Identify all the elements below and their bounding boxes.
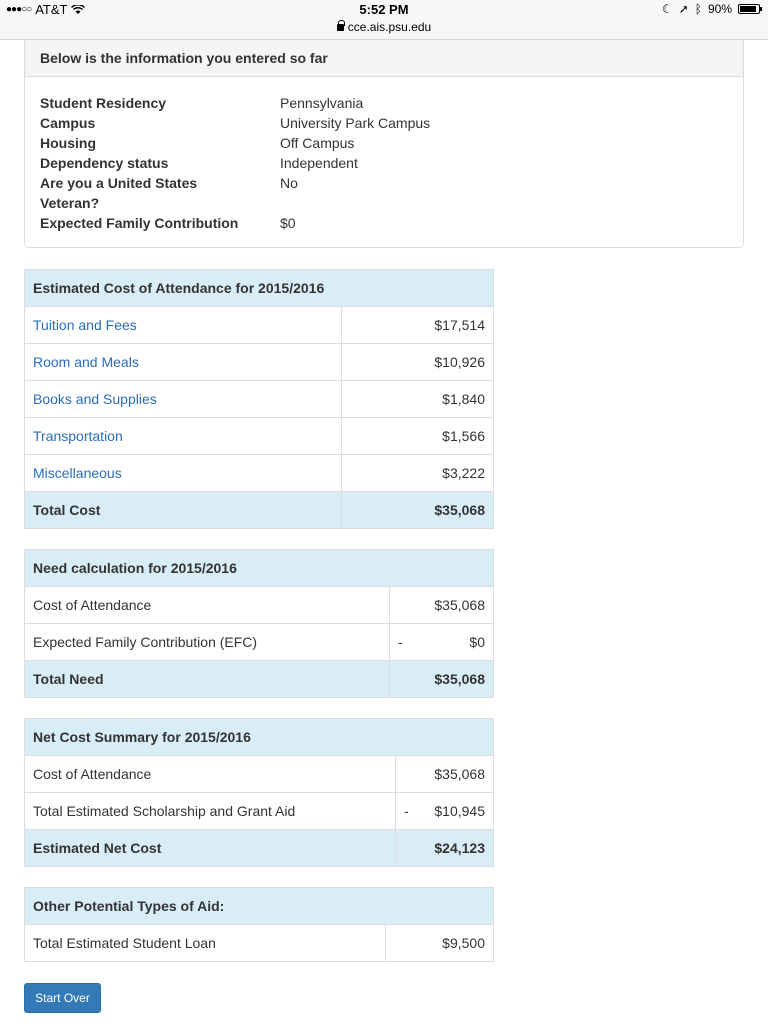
table-row bbox=[25, 381, 494, 418]
url-text: cce.ais.psu.edu bbox=[347, 20, 432, 34]
cost-item-link[interactable]: Transportation bbox=[33, 428, 123, 444]
location-icon: ➚ bbox=[678, 2, 689, 16]
info-label: Housing bbox=[40, 135, 96, 151]
info-label: Student Residency bbox=[40, 95, 167, 111]
carrier-label: AT&T bbox=[35, 2, 68, 17]
info-row bbox=[40, 153, 728, 173]
battery-icon bbox=[738, 4, 760, 14]
battery-level bbox=[740, 6, 756, 12]
row-label: Total Estimated Scholarship and Grant Aid bbox=[25, 793, 396, 830]
row-amount: $35,068 bbox=[411, 587, 494, 624]
row-amount: $35,068 bbox=[417, 756, 494, 793]
row-label: Total Estimated Student Loan bbox=[25, 925, 386, 962]
status-right bbox=[662, 2, 760, 16]
info-label: Campus bbox=[40, 115, 96, 131]
cost-table-title: Estimated Cost of Attendance for 2015/2016 bbox=[25, 270, 494, 307]
table-row bbox=[25, 756, 494, 793]
table-row bbox=[25, 344, 494, 381]
info-value: $0 bbox=[280, 215, 296, 231]
cost-of-attendance-table bbox=[24, 269, 494, 529]
total-row bbox=[25, 661, 494, 698]
info-value: Independent bbox=[280, 155, 358, 171]
row-label: Cost of Attendance bbox=[25, 756, 396, 793]
total-row bbox=[25, 830, 494, 867]
info-value: No bbox=[280, 175, 298, 191]
row-amount: $10,945 bbox=[417, 793, 494, 830]
info-row bbox=[40, 113, 728, 133]
info-panel-heading: Below is the information you entered so far bbox=[25, 40, 743, 77]
bluetooth-icon: ᛒ bbox=[694, 2, 702, 16]
info-row bbox=[40, 93, 728, 113]
status-bar bbox=[0, 0, 768, 40]
row-sign: - bbox=[390, 624, 411, 661]
cost-item-amount: $1,840 bbox=[342, 381, 494, 418]
row-amount: $0 bbox=[411, 624, 494, 661]
need-calculation-table bbox=[24, 549, 494, 698]
info-label: Expected Family Contribution bbox=[40, 215, 239, 231]
address-bar[interactable] bbox=[0, 20, 768, 34]
info-value: Off Campus bbox=[280, 135, 355, 151]
cost-item-cell bbox=[25, 455, 342, 492]
info-row bbox=[40, 173, 728, 193]
other-table-title: Other Potential Types of Aid: bbox=[25, 888, 494, 925]
info-panel-body bbox=[25, 77, 743, 233]
row-amount: $9,500 bbox=[386, 925, 494, 962]
start-over-button[interactable]: Start Over bbox=[24, 983, 101, 1013]
table-row bbox=[25, 793, 494, 830]
cost-item-amount: $10,926 bbox=[342, 344, 494, 381]
info-row bbox=[40, 213, 728, 233]
table-row bbox=[25, 307, 494, 344]
net-table-title: Net Cost Summary for 2015/2016 bbox=[25, 719, 494, 756]
info-label: Veteran? bbox=[40, 195, 100, 211]
info-row bbox=[40, 193, 728, 213]
estimated-net-cost-amount: $24,123 bbox=[396, 830, 494, 867]
row-label: Expected Family Contribution (EFC) bbox=[25, 624, 390, 661]
table-row bbox=[25, 624, 494, 661]
total-cost-amount: $35,068 bbox=[342, 492, 494, 529]
info-value: Pennsylvania bbox=[280, 95, 364, 111]
info-label: Dependency status bbox=[40, 155, 169, 171]
other-aid-table bbox=[24, 887, 494, 962]
table-header-row bbox=[25, 270, 494, 307]
signal-icon: ●●●○○ bbox=[6, 4, 32, 15]
cost-item-cell bbox=[25, 381, 342, 418]
row-sign: - bbox=[396, 793, 417, 830]
cost-item-cell bbox=[25, 418, 342, 455]
total-need-amount: $35,068 bbox=[390, 661, 494, 698]
cost-item-cell bbox=[25, 344, 342, 381]
info-panel bbox=[24, 40, 744, 248]
row-label: Cost of Attendance bbox=[25, 587, 390, 624]
table-header-row bbox=[25, 888, 494, 925]
info-value: University Park Campus bbox=[280, 115, 431, 131]
cost-item-link[interactable]: Books and Supplies bbox=[33, 391, 157, 407]
total-cost-label: Total Cost bbox=[25, 492, 342, 529]
battery-label: 90% bbox=[707, 2, 732, 16]
table-row bbox=[25, 925, 494, 962]
estimated-net-cost-label: Estimated Net Cost bbox=[25, 830, 396, 867]
row-sign bbox=[390, 587, 411, 624]
cost-item-amount: $17,514 bbox=[342, 307, 494, 344]
cost-item-cell bbox=[25, 307, 342, 344]
info-label: Are you a United States bbox=[40, 175, 198, 191]
cost-item-amount: $3,222 bbox=[342, 455, 494, 492]
total-need-label: Total Need bbox=[25, 661, 390, 698]
table-row bbox=[25, 587, 494, 624]
need-table-title: Need calculation for 2015/2016 bbox=[25, 550, 494, 587]
moon-icon: ☾ bbox=[661, 2, 673, 16]
table-header-row bbox=[25, 550, 494, 587]
cost-item-link[interactable]: Miscellaneous bbox=[33, 465, 122, 481]
total-row bbox=[25, 492, 494, 529]
net-cost-summary-table bbox=[24, 718, 494, 867]
clock: 5:52 PM bbox=[359, 2, 409, 17]
table-header-row bbox=[25, 719, 494, 756]
cost-item-link[interactable]: Tuition and Fees bbox=[33, 317, 137, 333]
table-row bbox=[25, 455, 494, 492]
lock-icon bbox=[337, 24, 344, 31]
cost-item-amount: $1,566 bbox=[342, 418, 494, 455]
table-row bbox=[25, 418, 494, 455]
cost-item-link[interactable]: Room and Meals bbox=[33, 354, 139, 370]
info-row bbox=[40, 133, 728, 153]
row-sign bbox=[396, 756, 417, 793]
